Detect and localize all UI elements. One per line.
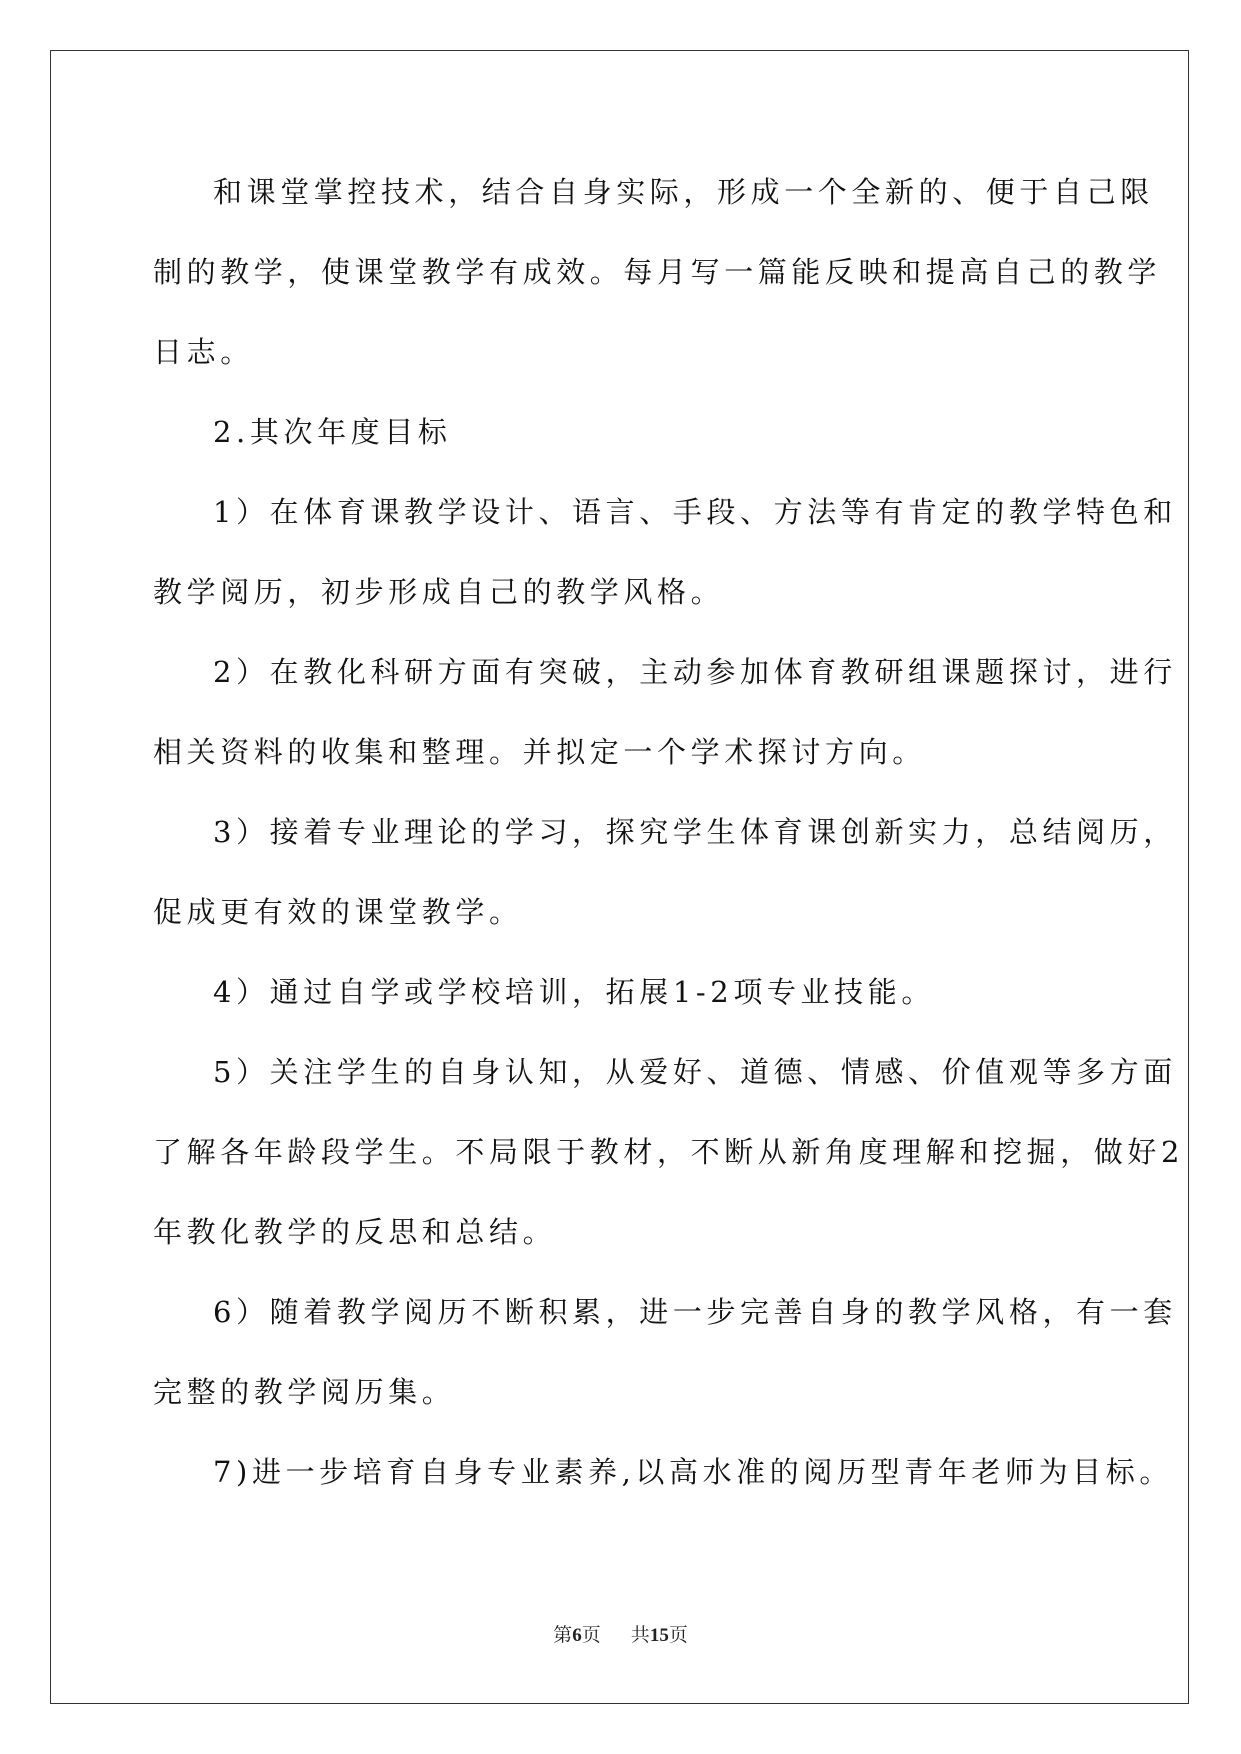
text-line: 教学阅历，初步形成自己的教学风格。: [153, 575, 725, 609]
text-line: 7)进一步培育自身专业素养,以高水准的阅历型青年老师为目标。: [213, 1455, 1173, 1489]
page-prefix: 第: [553, 1624, 573, 1646]
text-line: 和课堂掌控技术，结合自身实际，形成一个全新的、便于自己限: [213, 175, 1154, 209]
total-pages: 15: [649, 1625, 669, 1646]
page-number: 6: [572, 1625, 582, 1646]
text-line: 日志。: [153, 335, 254, 369]
text-line: 5）关注学生的自身认知，从爱好、道德、情感、价值观等多方面: [213, 1055, 1177, 1089]
text-line: 促成更有效的课堂教学。: [153, 895, 523, 929]
text-line: 制的教学，使课堂教学有成效。每月写一篇能反映和提高自己的教学: [153, 255, 1162, 289]
total-suffix: 页: [668, 1624, 688, 1646]
total-prefix: 共: [630, 1624, 650, 1646]
text-line: 完整的教学阅历集。: [153, 1375, 456, 1409]
page-suffix: 页: [581, 1624, 601, 1646]
text-line: 了解各年龄段学生。不局限于教材，不断从新角度理解和挖掘，做好2: [153, 1135, 1185, 1169]
text-line: 1）在体育课教学设计、语言、手段、方法等有肯定的教学特色和: [213, 495, 1177, 529]
section-heading: 2.其次年度目标: [213, 415, 452, 449]
text-line: 4）通过自学或学校培训，拓展1-2项专业技能。: [213, 975, 935, 1009]
text-line: 年教化教学的反思和总结。: [153, 1215, 557, 1249]
text-line: 3）接着专业理论的学习，探究学生体育课创新实力，总结阅历，: [213, 815, 1177, 849]
text-line: 2）在教化科研方面有突破，主动参加体育教研组课题探讨，进行: [213, 655, 1177, 689]
text-line: 6）随着教学阅历不断积累，进一步完善自身的教学风格，有一套: [213, 1295, 1177, 1329]
text-line: 相关资料的收集和整理。并拟定一个学术探讨方向。: [153, 735, 926, 769]
page-footer: [0, 1622, 1241, 1649]
